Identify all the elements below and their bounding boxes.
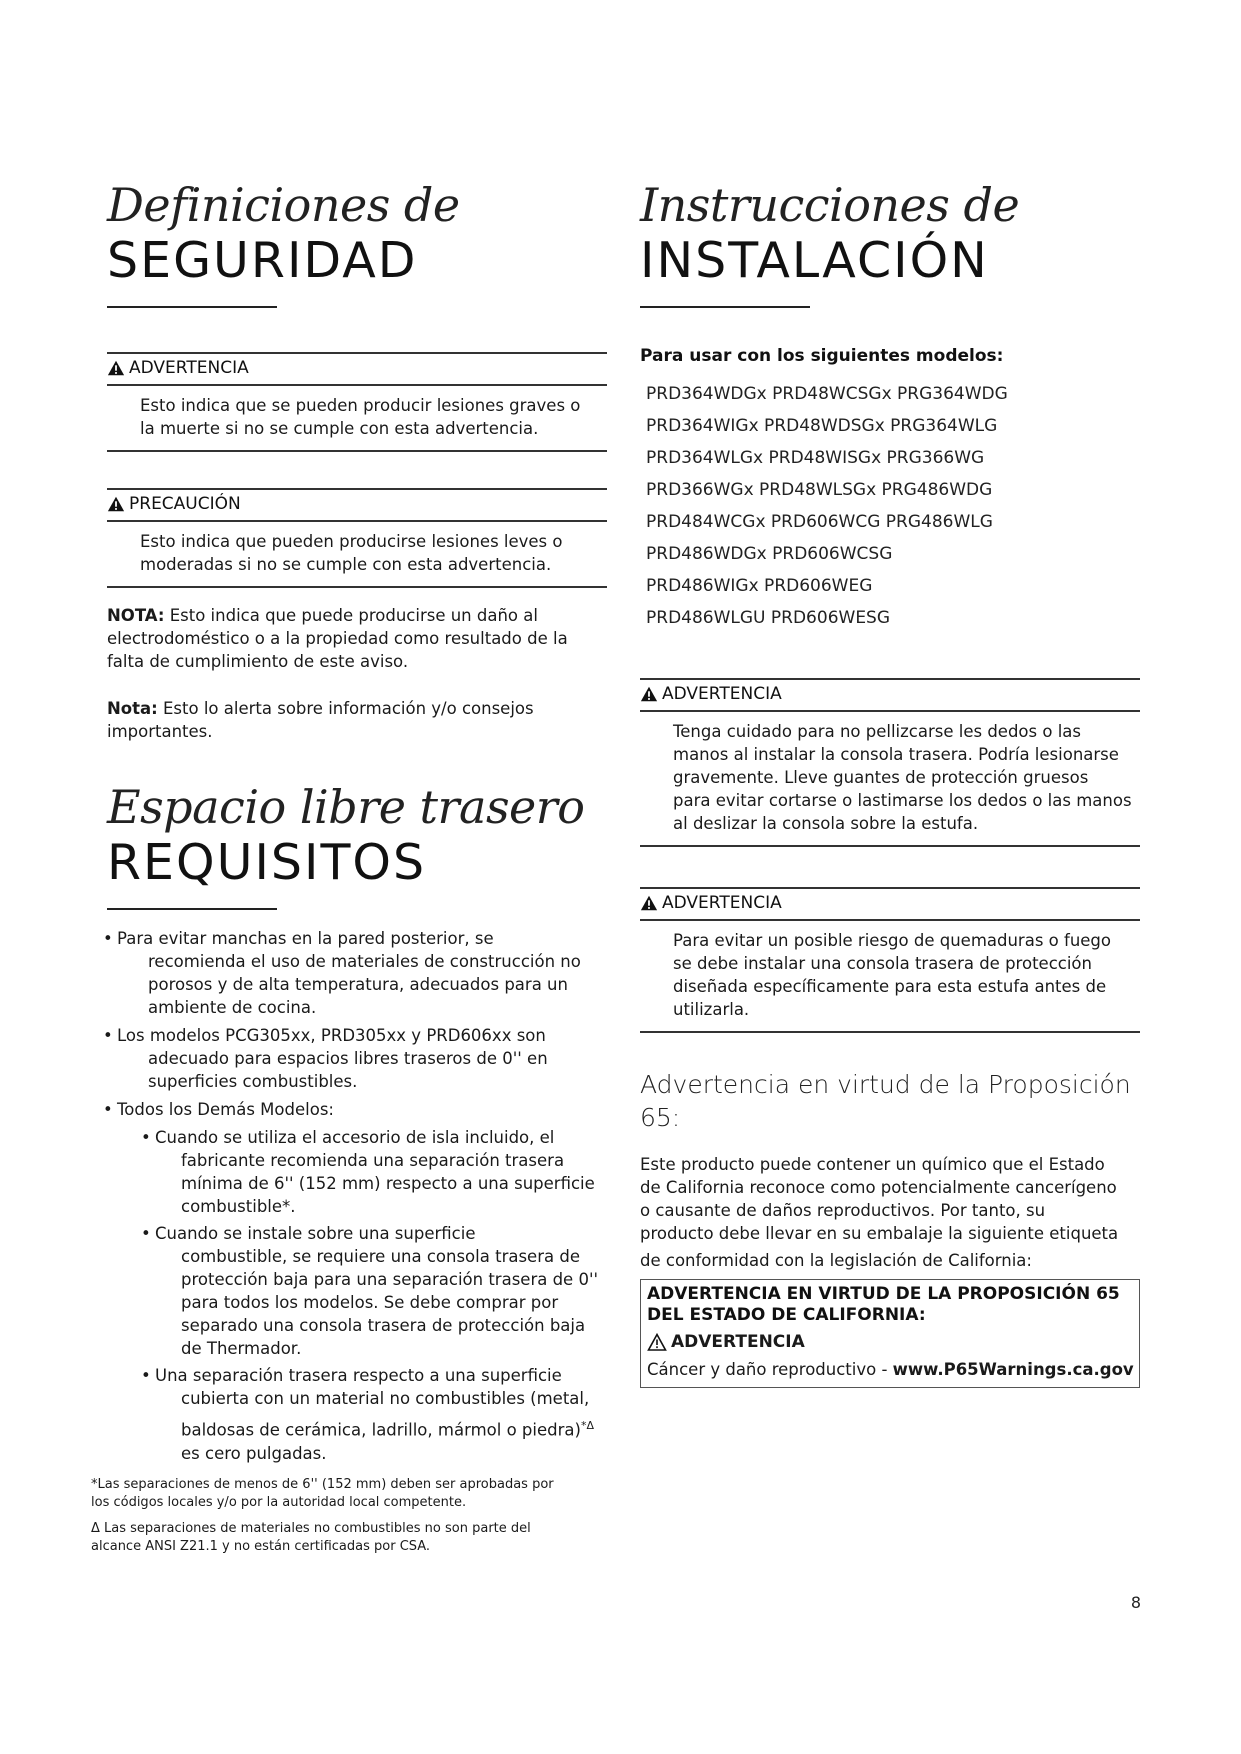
models-row: PRD486WDGx PRD606WCSG (646, 544, 893, 564)
text-line: Cuando se instale sobre una superficie (155, 1224, 476, 1243)
text-line: 65: (640, 1103, 681, 1132)
warning-heading (640, 680, 1140, 710)
text-line: o causante de daños reproductivos. Por tanto, su (640, 1201, 1046, 1220)
text-line: Este producto puede contener un químico que el Estado (640, 1155, 1105, 1174)
text-line: porosos y de alta temperatura, adecuados para un (148, 975, 568, 994)
nota-label: NOTA: (107, 606, 165, 625)
advertencia-definition (107, 352, 607, 452)
warning-label: ADVERTENCIA (671, 1332, 805, 1352)
p65-website-link[interactable]: www.P65Warnings.ca.gov (892, 1360, 1134, 1379)
text-line: separado una consola trasera de protección baja (181, 1316, 586, 1335)
text-line: los códigos locales y/o por la autoridad local competente. (91, 1495, 467, 1510)
text-line: de Thermador. (181, 1339, 302, 1358)
text-line: moderadas si no se cumple con esta advertencia. (140, 555, 552, 574)
text-line: Para evitar un posible riesgo de quemaduras o fuego (673, 931, 1111, 950)
text-line: Una separación trasera respecto a una superficie (155, 1366, 562, 1385)
text-line: diseñada específicamente para esta estufa antes de (673, 977, 1107, 996)
clearance-title-rule (107, 908, 277, 910)
text-line: importantes. (107, 722, 213, 741)
text-line: Tenga cuidado para no pellizcarse les dedos o las (673, 722, 1081, 741)
prop65-title (640, 1068, 1140, 1134)
nota-paragraph (107, 604, 607, 673)
page-number: 8 (1130, 1593, 1141, 1612)
text-line: Para evitar manchas en la pared posterior, se (117, 929, 494, 948)
warning-triangle-icon (640, 685, 658, 703)
bottom-rule (107, 450, 607, 452)
text-line: Advertencia en virtud de la Proposición (640, 1070, 1131, 1099)
warning-triangle-icon (640, 894, 658, 912)
precaucion-label: PRECAUCIÓN (129, 494, 241, 514)
text-line: manos al instalar la consola trasera. Podría lesionarse (673, 745, 1119, 764)
text-line: superficies combustibles. (148, 1072, 358, 1091)
warning-text (640, 712, 1140, 845)
text-line: falta de cumplimiento de este aviso. (107, 652, 409, 671)
models-list (646, 378, 1008, 634)
text-line: Esto indica que pueden producirse lesiones leves o (140, 532, 563, 551)
text-line: Los modelos PCG305xx, PRD305xx y PRD606xx son (117, 1026, 546, 1045)
text-line: combustible, se requiere una consola trasera de (181, 1247, 580, 1266)
text-line: la muerte si no se cumple con esta advertencia. (140, 419, 539, 438)
models-row: PRD364WIGx PRD48WDSGx PRG364WLG (646, 416, 998, 436)
text-line: utilizarla. (673, 1000, 750, 1019)
precaucion-text (107, 522, 607, 586)
warning-triangle-icon (107, 495, 125, 513)
text-line: alcance ANSI Z21.1 y no están certificadas por CSA. (91, 1539, 431, 1554)
burn-warning (640, 887, 1140, 1033)
bottom-rule (107, 586, 607, 588)
text-line: cubierta con un material no combustibles (metal, (181, 1389, 590, 1408)
prop65-label-heading (647, 1284, 1133, 1326)
text-line: Esto indica que se pueden producir lesiones graves o (140, 396, 581, 415)
text-line: para todos los modelos. Se debe comprar por (181, 1293, 559, 1312)
bottom-rule (640, 1031, 1140, 1033)
precaucion-heading (107, 490, 607, 520)
text-span: Cáncer y daño reproductivo - (647, 1360, 893, 1379)
subbullet-island-accessory: • Cuando se utiliza el accesorio de isla incluido, el fabricante recomienda una separación trasera mínima de 6'' (152 mm) respecto a una superficie combustible*. (141, 1126, 611, 1218)
models-row: PRD366WGx PRD48WLSGx PRG486WDG (646, 480, 993, 500)
text-line: protección baja para una separación trasera de 0'' (181, 1270, 599, 1289)
prop65-label-box (640, 1279, 1140, 1388)
text-line: Esto indica que puede producirse un daño al (164, 606, 538, 625)
nota-info-paragraph (107, 697, 607, 743)
footnote-clearance (91, 1476, 611, 1512)
text-line: Cuando se utiliza el accesorio de isla incluido, el (155, 1128, 555, 1147)
advertencia-text (107, 386, 607, 450)
models-row: PRD364WLGx PRD48WISGx PRG366WG (646, 448, 985, 468)
text-line: producto debe llevar en su embalaje la siguiente etiqueta (640, 1224, 1119, 1243)
install-title-rule (640, 306, 810, 308)
text-line: gravemente. Lleve guantes de protección gruesos (673, 768, 1089, 787)
text-line: Esto lo alerta sobre información y/o consejos (157, 699, 534, 718)
warning-label: ADVERTENCIA (662, 893, 782, 913)
safety-title-rule (107, 306, 277, 308)
text-line: *Las separaciones de menos de 6'' (152 mm) deben ser aprobadas por (91, 1477, 554, 1492)
precaucion-definition (107, 488, 607, 588)
subbullet-low-backguard: • Cuando se instale sobre una superficie combustible, se requiere una consola trasera de protección baja para una separación trasera de 0'' para todos los modelos. Se debe comprar por separado una consola trasera de protección baja de Thermador. (141, 1222, 611, 1360)
text-line: al deslizar la consola sobre la estufa. (673, 814, 979, 833)
text-line: para evitar cortarse o lastimarse los dedos o las manos (673, 791, 1132, 810)
safety-title-script: Definiciones de (107, 178, 460, 232)
prop65-label-text (647, 1360, 1133, 1379)
models-row: PRD484WCGx PRD606WCG PRG486WLG (646, 512, 993, 532)
install-title-caps: INSTALACIÓN (640, 232, 989, 289)
nota-label: Nota: (107, 699, 158, 718)
subbullet-noncombustible: • Una separación trasera respecto a una superficie cubierta con un material no combustibles (metal, baldosas de cerámica, ladrillo, mármol o piedra)$^{*\Delta}$ es cero pulgadas. (141, 1364, 611, 1465)
advertencia-label: ADVERTENCIA (129, 358, 249, 378)
text-line: combustible*. (181, 1197, 296, 1216)
models-row: PRD486WLGU PRD606WESG (646, 608, 891, 628)
text-line: baldosas de cerámica, ladrillo, mármol o piedra) (181, 1420, 581, 1440)
text-line: de conformidad con la legislación de California: (640, 1251, 1032, 1270)
models-heading: Para usar con los siguientes modelos: (640, 346, 1004, 366)
warning-text (640, 921, 1140, 1031)
text-line: ADVERTENCIA EN VIRTUD DE LA PROPOSICIÓN 65 (647, 1284, 1120, 1304)
text-line: de California reconoce como potencialmente cancerígeno (640, 1178, 1117, 1197)
text-line: electrodoméstico o a la propiedad como resultado de la (107, 629, 568, 648)
safety-title-caps: SEGURIDAD (107, 232, 418, 289)
warning-heading (640, 889, 1140, 919)
models-row: PRD486WIGx PRD606WEG (646, 576, 873, 596)
text-line: DEL ESTADO DE CALIFORNIA: (647, 1305, 926, 1325)
warning-triangle-icon (107, 359, 125, 377)
prop65-body (640, 1153, 1150, 1272)
clearance-title-script: Espacio libre trasero (107, 780, 585, 834)
bottom-rule (640, 845, 1140, 847)
advertencia-heading (107, 354, 607, 384)
text-line: mínima de 6'' (152 mm) respecto a una superficie (181, 1174, 595, 1193)
bullet-wall-stains: • Para evitar manchas en la pared posterior, se recomienda el uso de materiales de construcción no porosos y de alta temperatura, adecuados para un ambiente de cocina. (103, 927, 607, 1019)
bullet-other-models: • Todos los Demás Modelos: (103, 1098, 607, 1121)
clearance-title-caps: REQUISITOS (107, 834, 427, 891)
text-line: Δ Las separaciones de materiales no combustibles no son parte del (91, 1521, 531, 1536)
install-title-script: Instrucciones de (640, 178, 1020, 232)
prop65-label-warning (647, 1332, 1133, 1352)
footnote-marker: *Δ (580, 1419, 594, 1432)
footnote-ansi (91, 1520, 611, 1556)
text-line: ambiente de cocina. (148, 998, 317, 1017)
text-line: Todos los Demás Modelos: (117, 1100, 334, 1119)
bullet-zero-clearance-models: • Los modelos PCG305xx, PRD305xx y PRD606xx son adecuado para espacios libres traseros de 0'' en superficies combustibles. (103, 1024, 607, 1093)
text-line: es cero pulgadas. (181, 1443, 327, 1463)
text-line: se debe instalar una consola trasera de protección (673, 954, 1092, 973)
warning-triangle-outline-icon (647, 1332, 667, 1352)
pinch-warning (640, 678, 1140, 847)
models-row: PRD364WDGx PRD48WCSGx PRG364WDG (646, 384, 1008, 404)
text-line: recomienda el uso de materiales de construcción no (148, 952, 581, 971)
warning-label: ADVERTENCIA (662, 684, 782, 704)
text-line: adecuado para espacios libres traseros de 0'' en (148, 1049, 548, 1068)
text-line: fabricante recomienda una separación trasera (181, 1151, 565, 1170)
